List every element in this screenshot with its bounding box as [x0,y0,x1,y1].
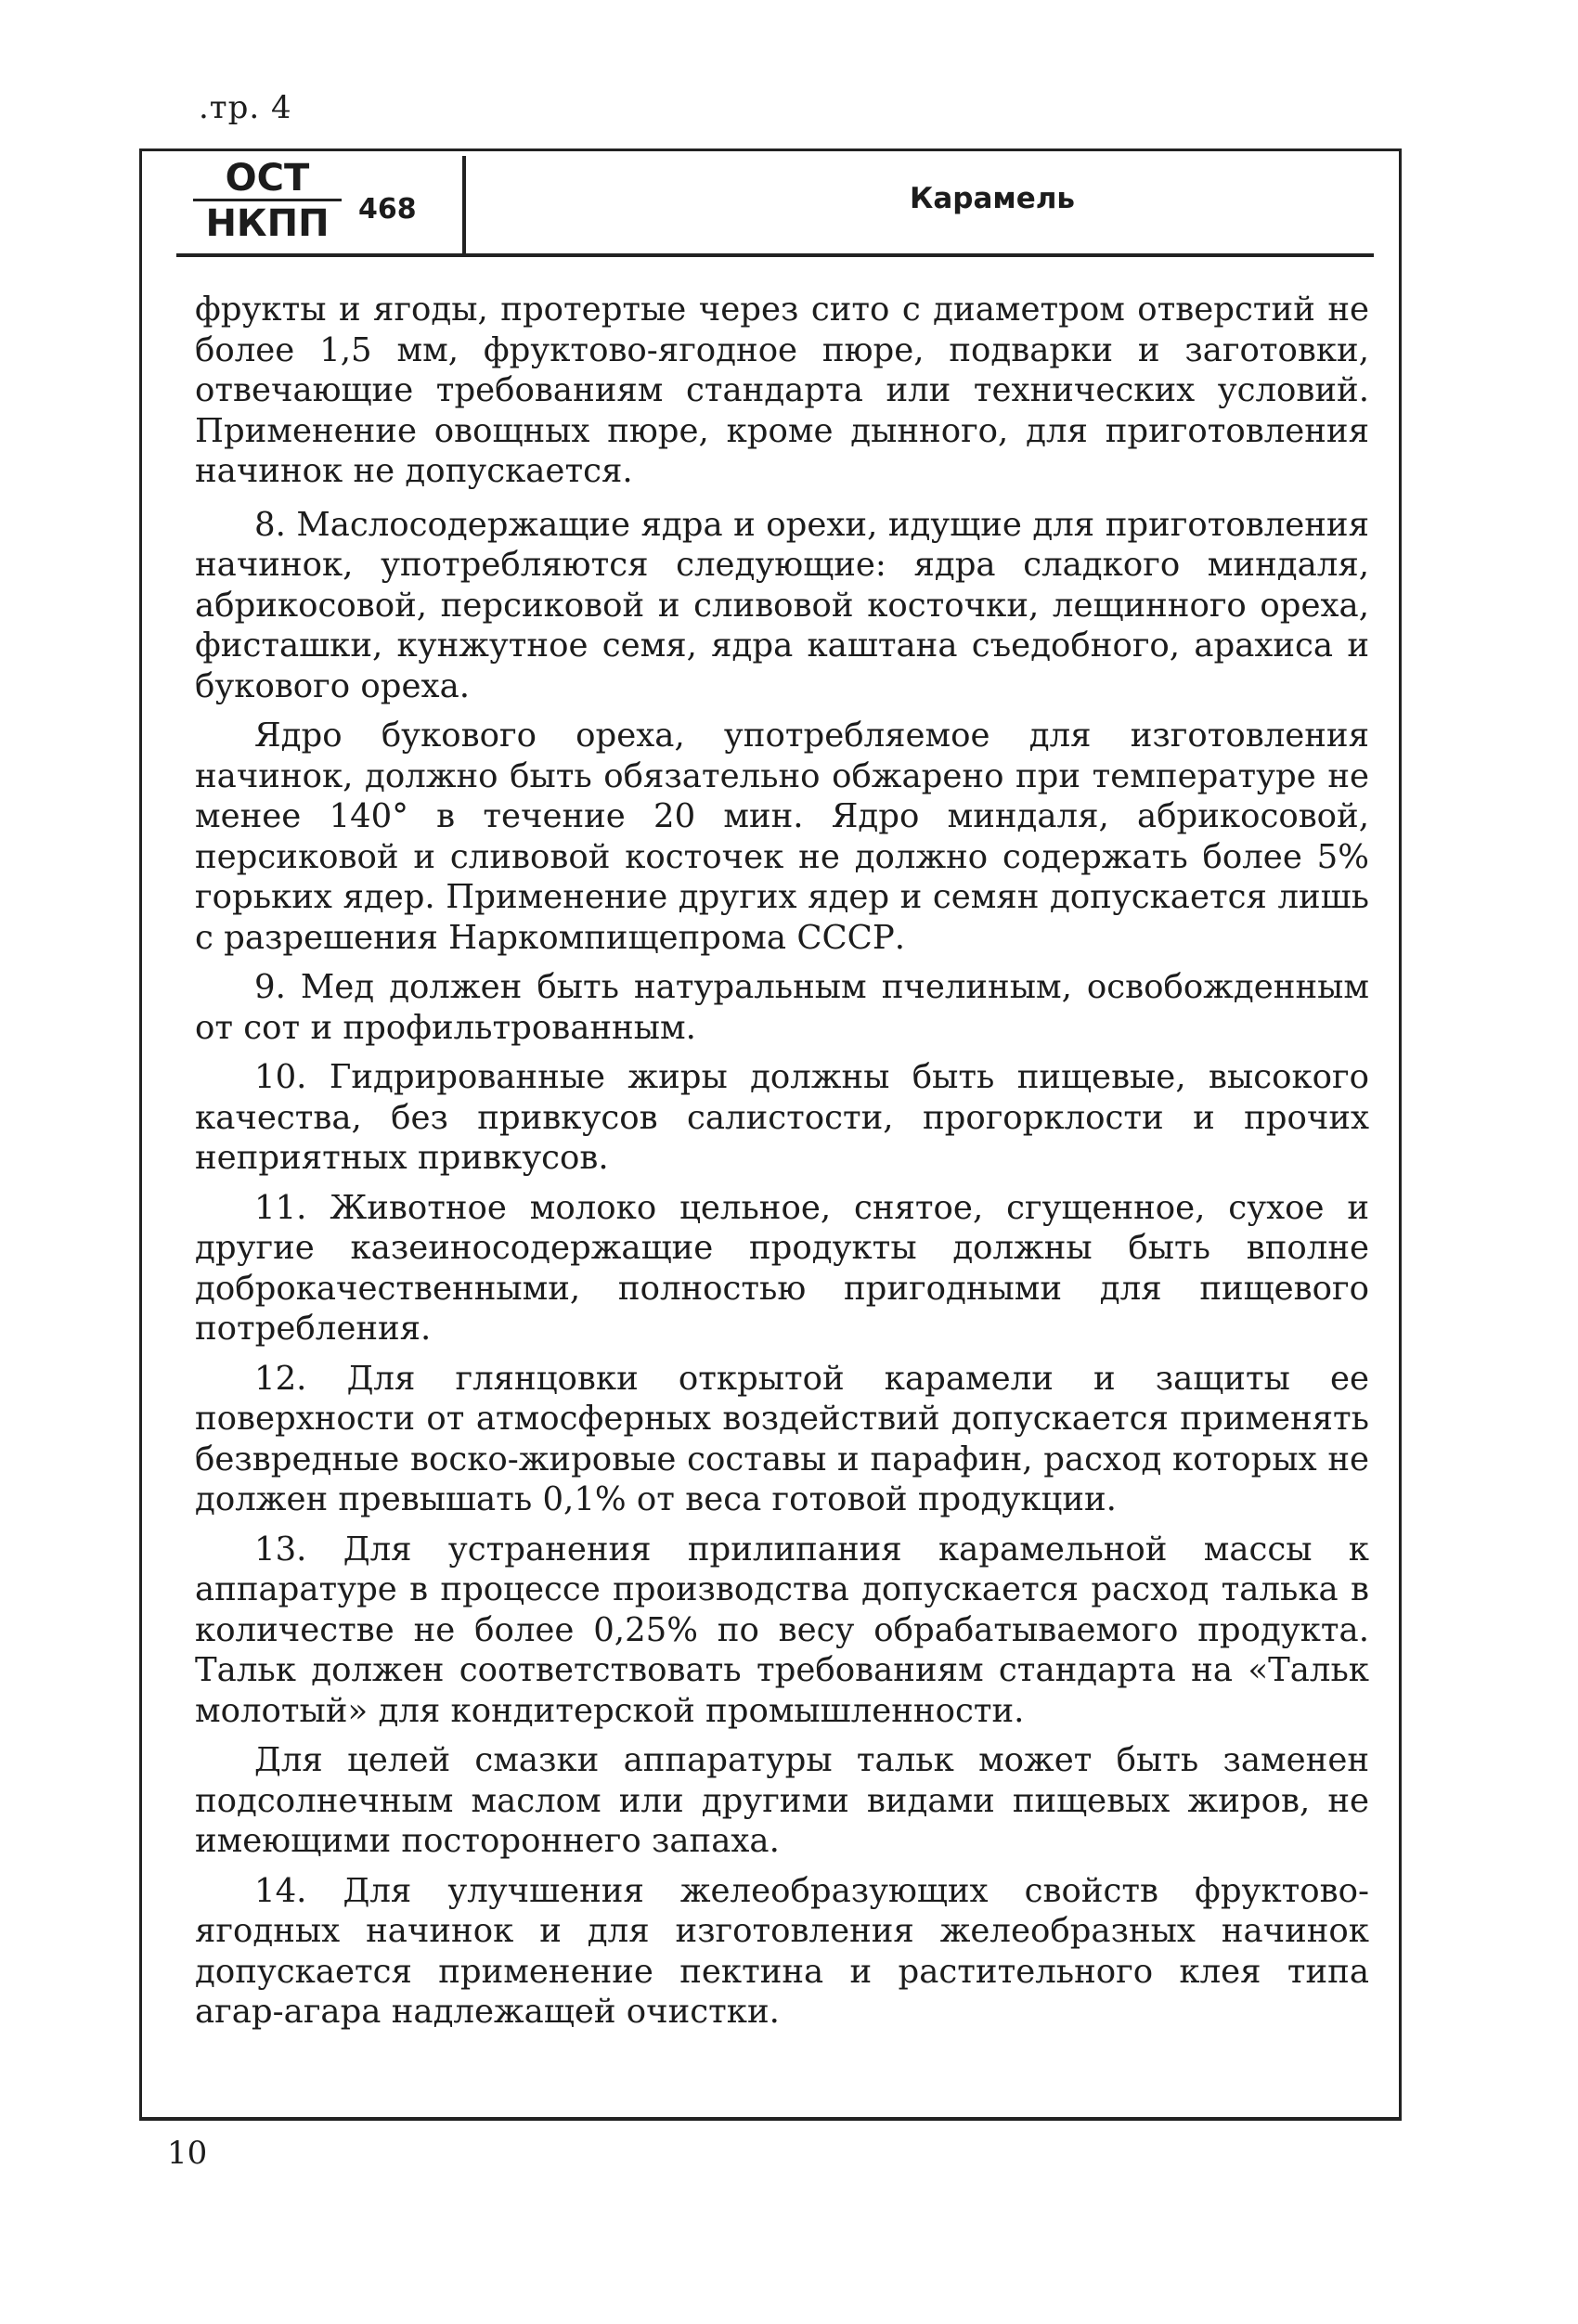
paragraph-continuation: фрукты и ягоды, протертые через сито с диаметром отверстий не более 1,5 мм, фруктово-ягодное пюре, подварки и заготовки, отвечающие требованиям стандарта или технических условий. Применение овощных пюре, кроме дынного, для приготовления начинок не допускается. [195,290,1369,490]
ost-designation [193,158,342,246]
paragraph-item-13: 13. Для устранения прилипания карамельной массы к аппаратуре в процессе производства допускается расход талька в количестве не более 0,25% по весу обрабатываемого продукта. Тальк должен соответствовать требованиям стандарта на «Тальк молотый» для кондитерской промышленности. [195,1530,1369,1730]
paragraph-item-13-cont: Для целей смазки аппаратуры тальк может быть заменен подсолнечным маслом или другими видами пищевых жиров, не имеющими постороннего запаха. [195,1741,1369,1860]
paragraph-item-8-cont: Ядро букового ореха, употребляемое для изготовления начинок, должно быть обязательно обжарено при температуре не менее 140° в течение 20 мин. Ядро миндаля, абрикосовой, персиковой и сливовой косточек не должно содержать более 5% горьких ядер. Применение других ядер и семян допускается лишь с разрешения Наркомпищепрома СССР. [195,717,1369,957]
paragraph-item-11: 11. Животное молоко цельное, снятое, сгущенное, сухое и другие казеиносодержащие продукты должны быть вполне доброкачественными, полностью пригодными для пищевого потребления. [195,1188,1369,1348]
paragraph-item-14: 14. Для улучшения желеобразующих свойств фруктово-ягодных начинок и для изготовления желеобразных начинок допускается применение пектина и растительного клея типа агар-агара надлежащей очистки. [195,1871,1369,2031]
paragraph-item-12: 12. Для глянцовки открытой карамели и защиты ее поверхности от атмосферных воздействий допускается применять безвредные воско-жировые составы и парафин, расход которых не должен превышать 0,1% от веса готовой продукции. [195,1359,1369,1518]
page-number: 10 [167,2135,208,2172]
header-divider [462,156,466,253]
ost-denominator: НКПП [205,202,330,245]
paragraph-item-9: 9. Мед должен быть натуральным пчелиным, освобожденным от сот и профильтрованным. [195,968,1369,1047]
document-body [195,290,1369,2042]
paragraph-item-8: 8. Маслосодержащие ядра и орехи, идущие для приготовления начинок, употребляются следующие: ядра сладкого миндаля, абрикосовой, персиковой и сливовой косточки, лещинного ореха, фисташки, кунжутное семя, ядра каштана съедобного, арахиса и букового ореха. [195,505,1369,705]
header-rule [176,253,1374,257]
paragraph-item-10: 10. Гидрированные жиры должны быть пищевые, высокого качества, без привкусов салистости, прогорклости и прочих неприятных привкусов. [195,1058,1369,1177]
document-title: Карамель [910,182,1076,215]
standard-number: 468 [358,193,417,226]
ost-numerator: ОСТ [193,158,342,201]
page-label: .тр. 4 [199,89,292,126]
